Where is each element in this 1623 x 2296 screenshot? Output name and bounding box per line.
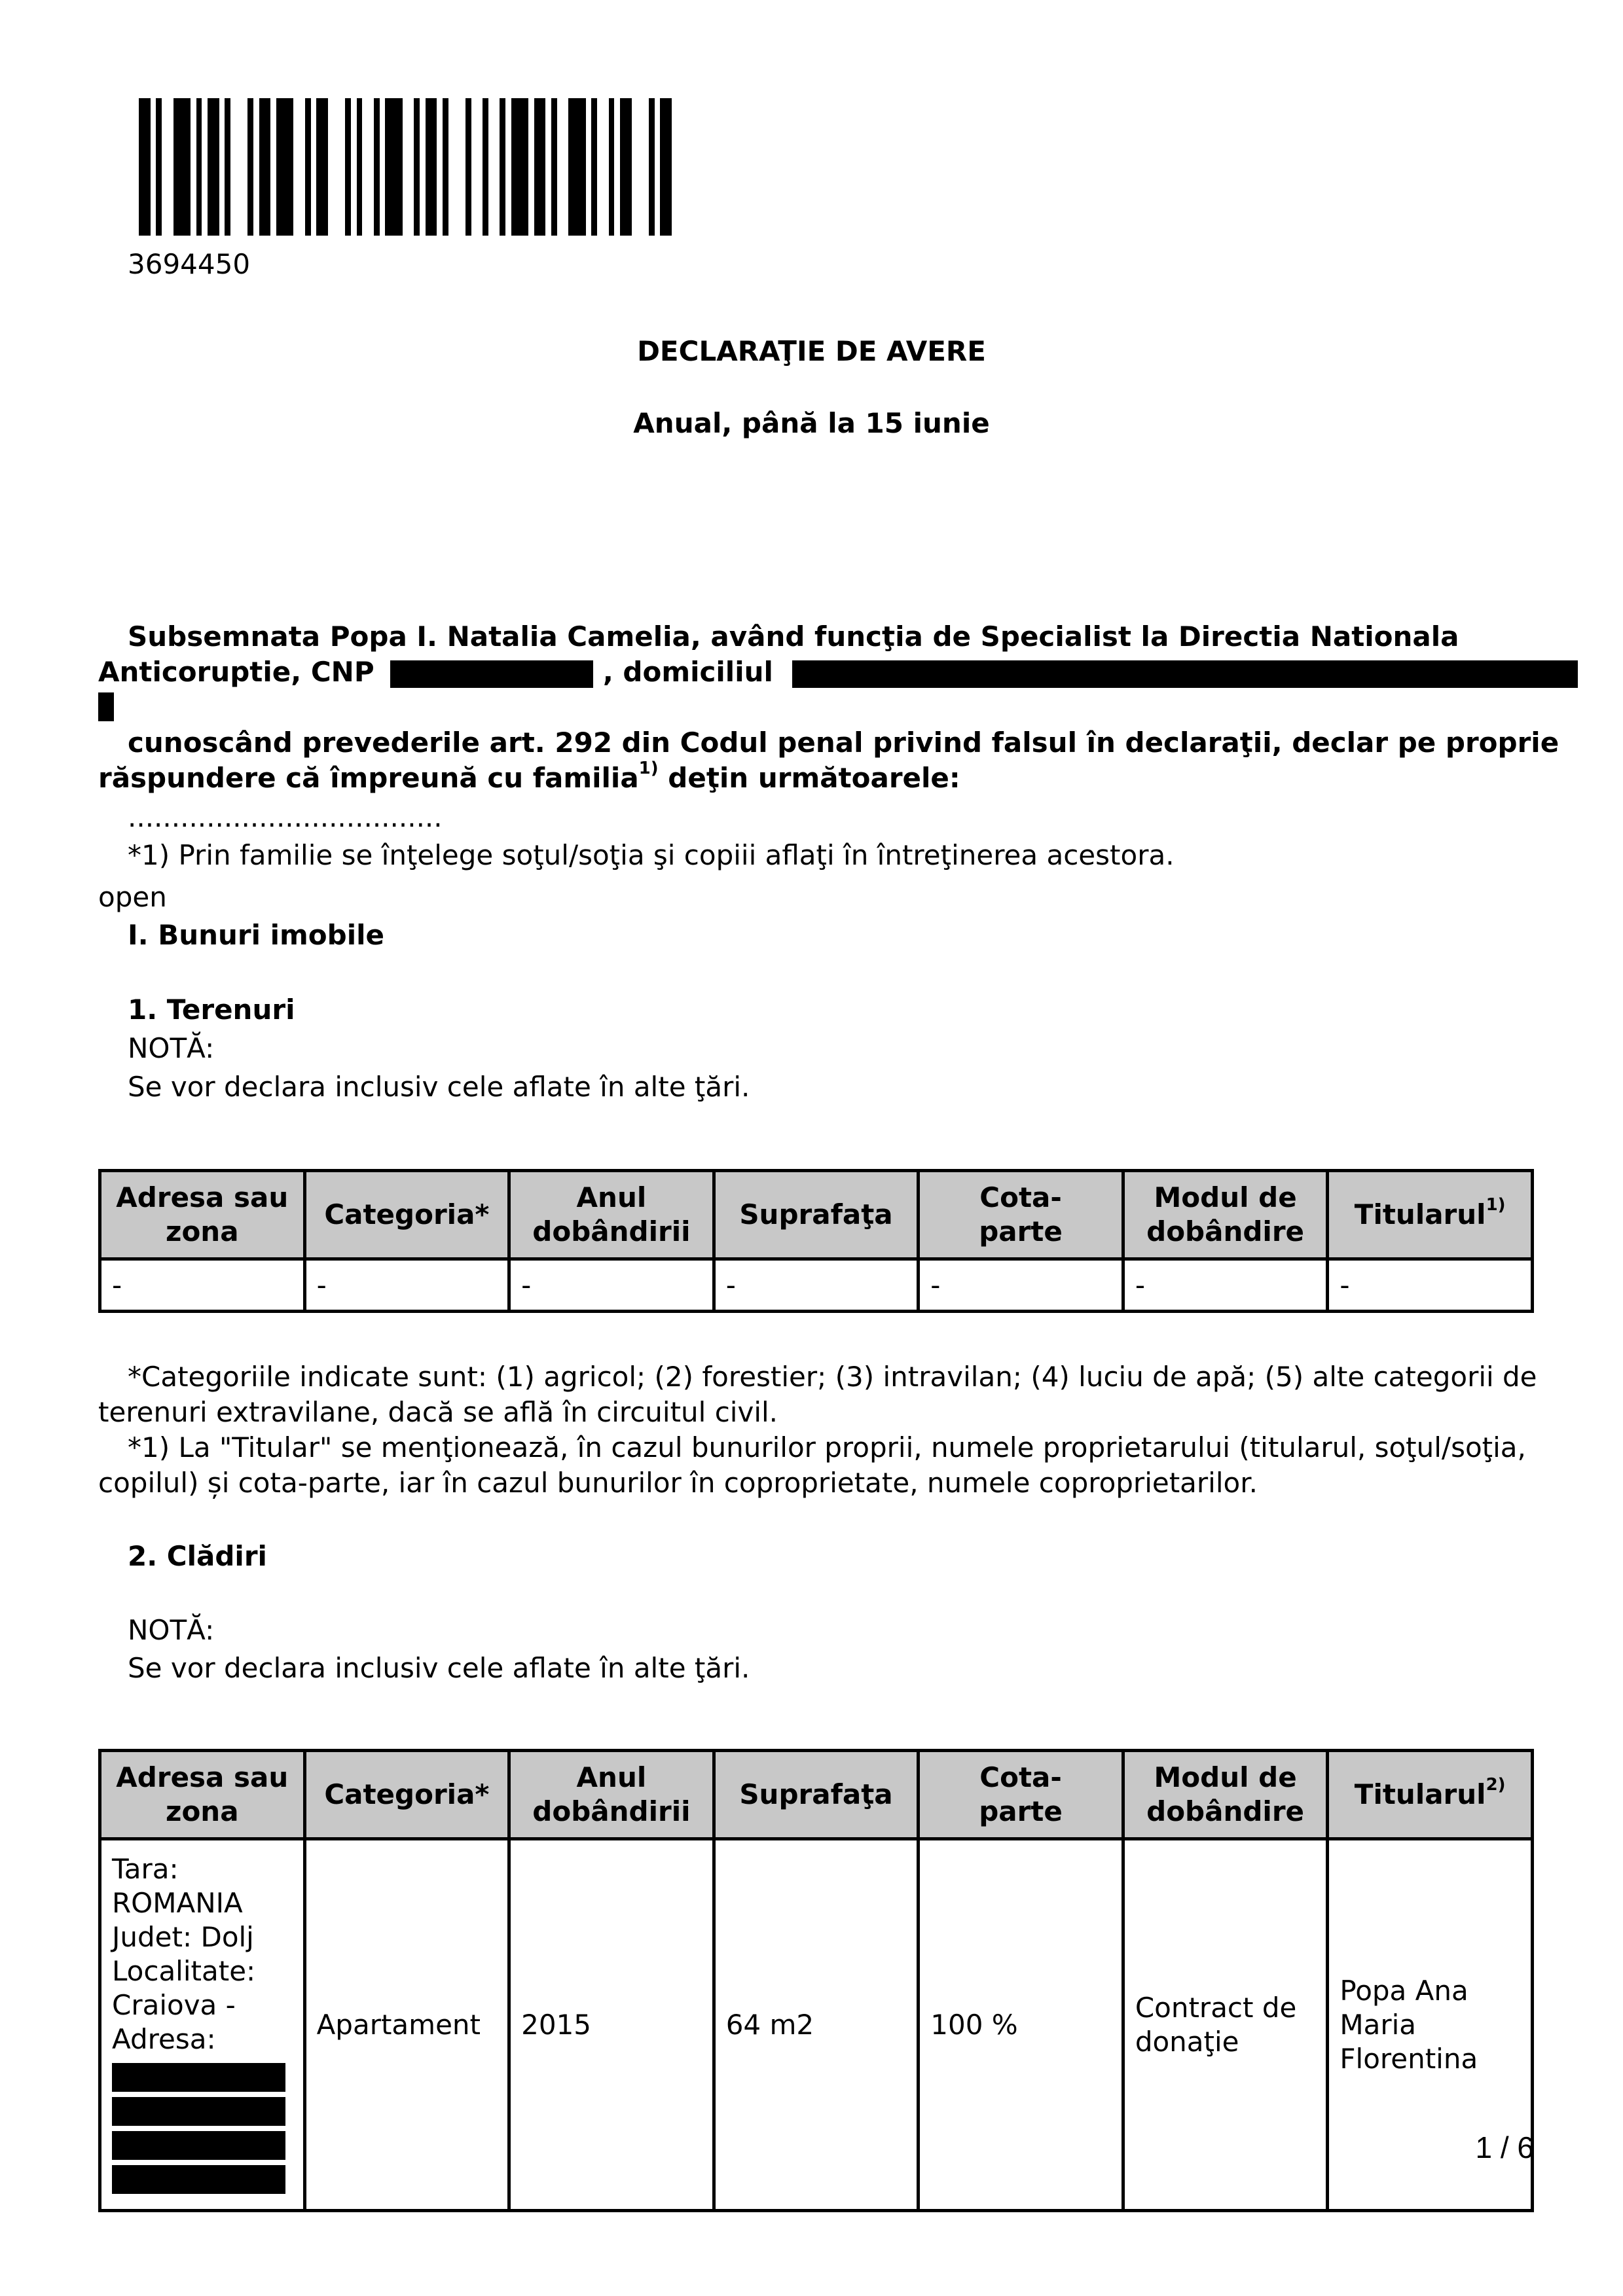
table-row	[100, 1259, 1533, 1312]
barcode-bar	[357, 98, 363, 236]
col-categoria: Categoria*	[304, 1171, 509, 1259]
col-modul: Modul de dobândire	[1123, 1171, 1328, 1259]
dotted-line: ....................................	[128, 801, 443, 833]
barcode-bar	[374, 98, 380, 236]
nota-cladiri: NOTĂ:	[128, 1614, 215, 1646]
col-anul: Anul dobândirii	[509, 1171, 714, 1259]
cell-adresa: -	[100, 1259, 305, 1312]
barcode-bar	[609, 98, 615, 236]
barcode-bar	[305, 98, 311, 236]
cell-modul: -	[1123, 1259, 1328, 1312]
col-adresa: Adresa sau zona	[100, 1751, 305, 1839]
nota-terenuri: NOTĂ:	[128, 1032, 215, 1064]
barcode-bar	[426, 98, 437, 236]
barcode-bar	[511, 98, 528, 236]
intro-line-3: cunoscând prevederile art. 292 din Codul penal privind falsul în declaraţii, declar pe proprie	[128, 726, 1559, 759]
table-header-row	[100, 1751, 1533, 1839]
cell-cota: 100 %	[919, 1839, 1123, 2211]
open-text: open	[98, 881, 167, 913]
barcode-bar	[465, 98, 471, 236]
cell-titular: Popa Ana Maria Florentina	[1328, 1839, 1533, 2211]
barcode-bar	[225, 98, 230, 236]
barcode-bar	[173, 98, 191, 236]
footnote-marker: 1)	[638, 759, 659, 778]
barcode-bar	[139, 98, 151, 236]
intro-line-4	[98, 761, 960, 796]
intro-line-1: Subsemnata Popa I. Natalia Camelia, având funcţia de Specialist la Directia Nationala	[128, 620, 1459, 653]
barcode-bar	[620, 98, 632, 236]
barcode-bar	[247, 98, 253, 236]
barcode-bar	[660, 98, 672, 236]
col-suprafata: Suprafaţa	[714, 1751, 919, 1839]
page-subtitle: Anual, până la 15 iunie	[633, 407, 990, 439]
page-number: 1 / 6	[1475, 2130, 1534, 2164]
redacted-address-line	[112, 2131, 285, 2160]
categorii-note-line-1: *Categoriile indicate sunt: (1) agricol; (2) forestier; (3) intravilan; (4) luciu de apă; (5) alte categorii de	[128, 1361, 1537, 1393]
table-header-row	[100, 1171, 1533, 1259]
barcode-bar	[345, 98, 351, 236]
col-modul: Modul de dobândire	[1123, 1751, 1328, 1839]
cell-categoria: -	[304, 1259, 509, 1312]
barcode-bar	[316, 98, 328, 236]
section-bunuri-imobile: I. Bunuri imobile	[128, 919, 385, 951]
barcode-bar	[385, 98, 402, 236]
redacted-address-continued	[98, 692, 114, 721]
redacted-address-line	[112, 2165, 285, 2194]
barcode-bar	[276, 98, 293, 236]
barcode-number: 3694450	[128, 248, 251, 280]
barcode-bar	[483, 98, 488, 236]
intro-line-4-end: deţin următoarele:	[658, 762, 960, 794]
col-cota: Cota- parte	[919, 1171, 1123, 1259]
col-cota: Cota- parte	[919, 1751, 1123, 1839]
page-title: DECLARAŢIE DE AVERE	[637, 335, 986, 367]
redacted-address-line	[112, 2097, 285, 2126]
barcode-bar	[568, 98, 585, 236]
barcode-bar	[208, 98, 219, 236]
cell-cota: -	[919, 1259, 1123, 1312]
barcode	[139, 98, 882, 236]
heading-terenuri: 1. Terenuri	[128, 994, 295, 1026]
barcode-bar	[551, 98, 557, 236]
col-titular: Titularul$^{2)}$	[1328, 1751, 1533, 1839]
barcode-bar	[196, 98, 202, 236]
redacted-address-line	[112, 2063, 285, 2092]
intro-line-2	[98, 655, 1578, 690]
col-suprafata: Suprafaţa	[714, 1171, 919, 1259]
family-footnote: *1) Prin familie se înţelege soţul/soţia şi copiii aflaţi în întreţinerea acestora.	[128, 839, 1175, 871]
redacted-address	[792, 660, 1578, 688]
titular-note-line-2: copilul) și cota-parte, iar în cazul bunurilor în coproprietate, numele coproprietarilor.	[98, 1467, 1258, 1499]
col-titular: Titularul$^{1)}$	[1328, 1171, 1533, 1259]
barcode-bar	[259, 98, 271, 236]
intro-cnp-label: Anticoruptie, CNP	[98, 656, 374, 688]
intro-line-4-text: răspundere că împreună cu familia	[98, 762, 639, 794]
cell-titular: -	[1328, 1259, 1533, 1312]
barcode-bar	[414, 98, 420, 236]
col-adresa: Adresa sau zona	[100, 1171, 305, 1259]
table-cladiri	[98, 1749, 1534, 2212]
barcode-bar	[534, 98, 546, 236]
cell-anul: 2015	[509, 1839, 714, 2211]
cell-categoria: Apartament	[304, 1839, 509, 2211]
cell-suprafata: 64 m2	[714, 1839, 919, 2211]
barcode-bar	[443, 98, 448, 236]
barcode-bar	[500, 98, 505, 236]
heading-cladiri: 2. Clădiri	[128, 1540, 267, 1572]
titular-note-line-1: *1) La "Titular" se menţionează, în cazul bunurilor proprii, numele proprietarului (titularul, soţul/soţia,	[128, 1431, 1526, 1463]
table-terenuri	[98, 1169, 1534, 1313]
intro-domiciliu-label: , domiciliul	[602, 656, 773, 688]
barcode-bar	[649, 98, 655, 236]
cell-adresa: Tara: ROMANIA Judet: Dolj Localitate: Craiova - Adresa:	[100, 1839, 305, 2211]
col-anul: Anul dobândirii	[509, 1751, 714, 1839]
cell-modul: Contract de donaţie	[1123, 1839, 1328, 2211]
barcode-bar	[156, 98, 162, 236]
nota-text-cladiri: Se vor declara inclusiv cele aflate în alte ţări.	[128, 1652, 750, 1684]
table-row	[100, 1839, 1533, 2211]
redacted-cnp	[390, 660, 593, 688]
cell-anul: -	[509, 1259, 714, 1312]
categorii-note-line-2: terenuri extravilane, dacă se află în circuitul civil.	[98, 1396, 778, 1428]
nota-text-terenuri: Se vor declara inclusiv cele aflate în alte ţări.	[128, 1071, 750, 1103]
barcode-bar	[591, 98, 597, 236]
cell-suprafata: -	[714, 1259, 919, 1312]
col-categoria: Categoria*	[304, 1751, 509, 1839]
